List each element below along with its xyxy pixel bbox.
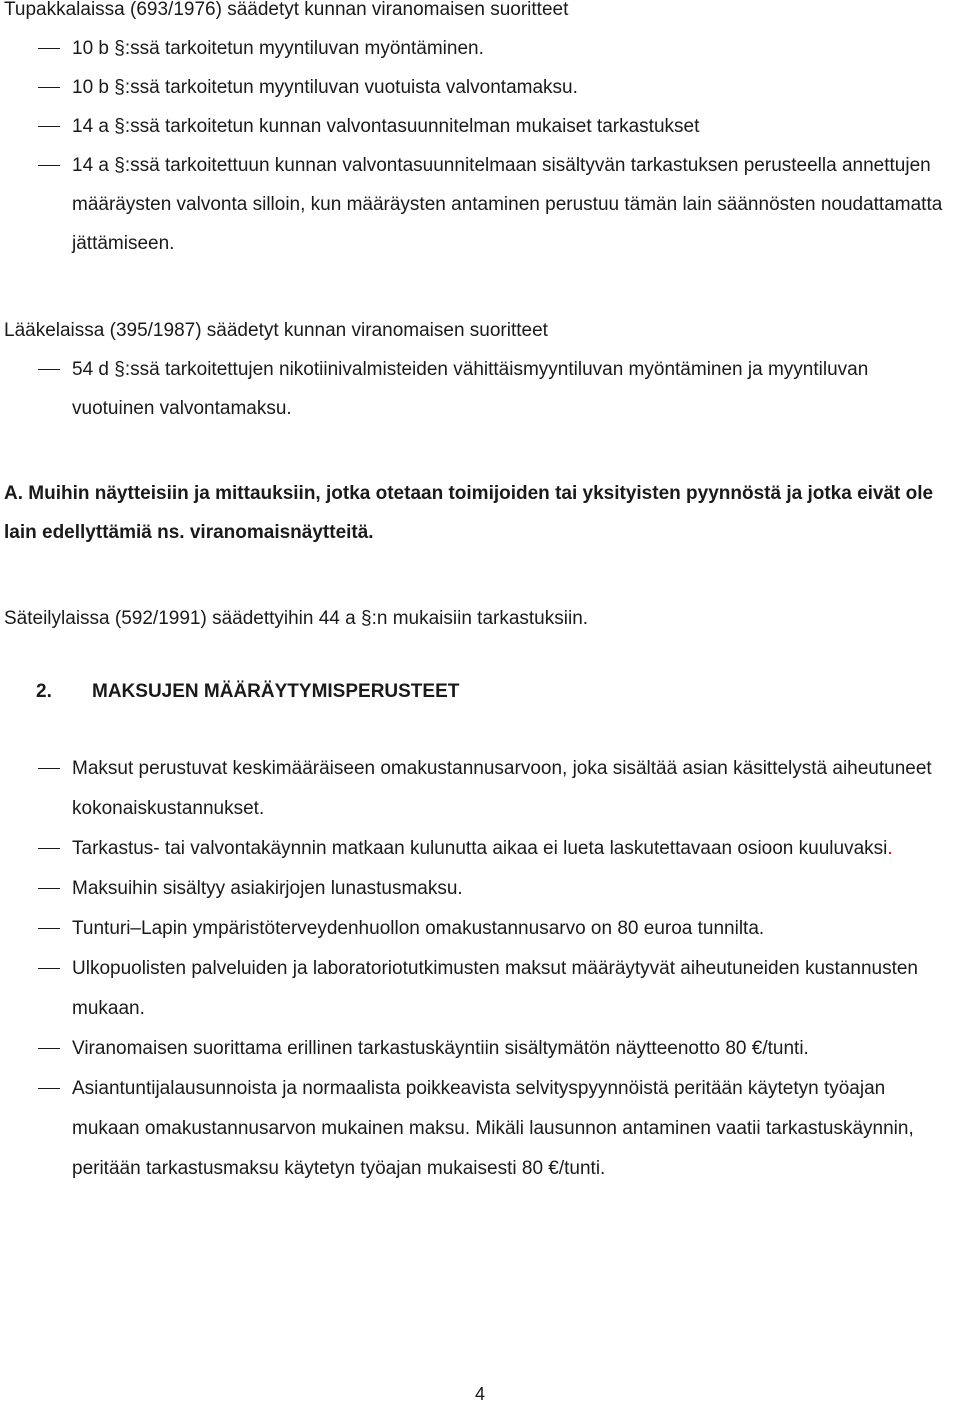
page-number: 4 bbox=[474, 1384, 485, 1404]
tupakka-list bbox=[4, 29, 954, 263]
list-item: 14 a §:ssä tarkoitetun kunnan valvontasuunnitelman mukaiset tarkastukset bbox=[4, 107, 954, 146]
list-item bbox=[4, 829, 954, 869]
tupakka-intro: Tupakkalaissa (693/1976) säädetyt kunnan viranomaisen suoritteet bbox=[4, 0, 569, 20]
section-2-heading bbox=[36, 672, 954, 711]
maksut-section bbox=[4, 749, 954, 1189]
section-2-number: 2. bbox=[36, 681, 52, 702]
sateily-text: Säteilylaissa (592/1991) säädettyihin 44 a §:n mukaisiin tarkastuksiin. bbox=[4, 608, 589, 629]
section-a-text: Muihin näytteisiin ja mittauksiin, jotka otetaan toimijoiden tai yksityisten pyynnöstä ja jotka eivät ole lain edellyttämiä ns. viranomaisnäytteitä. bbox=[4, 483, 934, 543]
list-item: Tunturi–Lapin ympäristöterveydenhuollon omakustannusarvo on 80 euroa tunnilta. bbox=[4, 909, 954, 949]
laake-section bbox=[4, 311, 954, 428]
list-item: 14 a §:ssä tarkoitettuun kunnan valvontasuunnitelmaan sisältyvän tarkastuksen perusteella annettujen määräysten valvonta silloin, kun määräysten antaminen perustuu tämän lain säännösten noudattamatta jättämiseen. bbox=[4, 146, 954, 263]
list-item: Maksuihin sisältyy asiakirjojen lunastusmaksu. bbox=[4, 869, 954, 909]
laake-list bbox=[4, 350, 954, 428]
red-period: . bbox=[887, 838, 893, 859]
list-item: Maksut perustuvat keskimääräiseen omakustannusarvoon, joka sisältää asian käsittelystä aiheutuneet kokonaiskustannukset. bbox=[4, 749, 954, 829]
list-item: 10 b §:ssä tarkoitetun myyntiluvan vuotuista valvontamaksu. bbox=[4, 68, 954, 107]
section-2-title: MAKSUJEN MÄÄRÄYTYMISPERUSTEET bbox=[92, 681, 460, 702]
tupakka-section bbox=[4, 0, 954, 263]
maksut-list bbox=[4, 749, 954, 1189]
list-item: Viranomaisen suorittama erillinen tarkastuskäyntiin sisältymätön näytteenotto 80 €/tunti. bbox=[4, 1029, 954, 1069]
list-item: 10 b §:ssä tarkoitetun myyntiluvan myöntäminen. bbox=[4, 29, 954, 68]
section-a bbox=[4, 474, 954, 552]
sateily-section bbox=[4, 599, 954, 638]
list-item: Asiantuntijalausunnoista ja normaalista poikkeavista selvityspyynnöistä peritään käytetyn työajan mukaan omakustannusarvon mukainen maksu. Mikäli lausunnon antaminen vaatii tarkastuskäynnin, peritään tarkastusmaksu käytetyn työajan mukaisesti 80 €/tunti. bbox=[4, 1069, 954, 1189]
section-a-label: A. bbox=[4, 483, 23, 504]
laake-intro: Lääkelaissa (395/1987) säädetyt kunnan viranomaisen suoritteet bbox=[4, 320, 548, 341]
list-item-text: Tarkastus- tai valvontakäynnin matkaan kulunutta aikaa ei lueta laskutettavaan osioon kuuluvaksi bbox=[72, 838, 888, 859]
list-item: 54 d §:ssä tarkoitettujen nikotiinivalmisteiden vähittäismyyntiluvan myöntäminen ja myyntiluvan vuotuinen valvontamaksu. bbox=[4, 350, 954, 428]
list-item: Ulkopuolisten palveluiden ja laboratoriotutkimusten maksut määräytyvät aiheutuneiden kustannusten mukaan. bbox=[4, 949, 954, 1029]
